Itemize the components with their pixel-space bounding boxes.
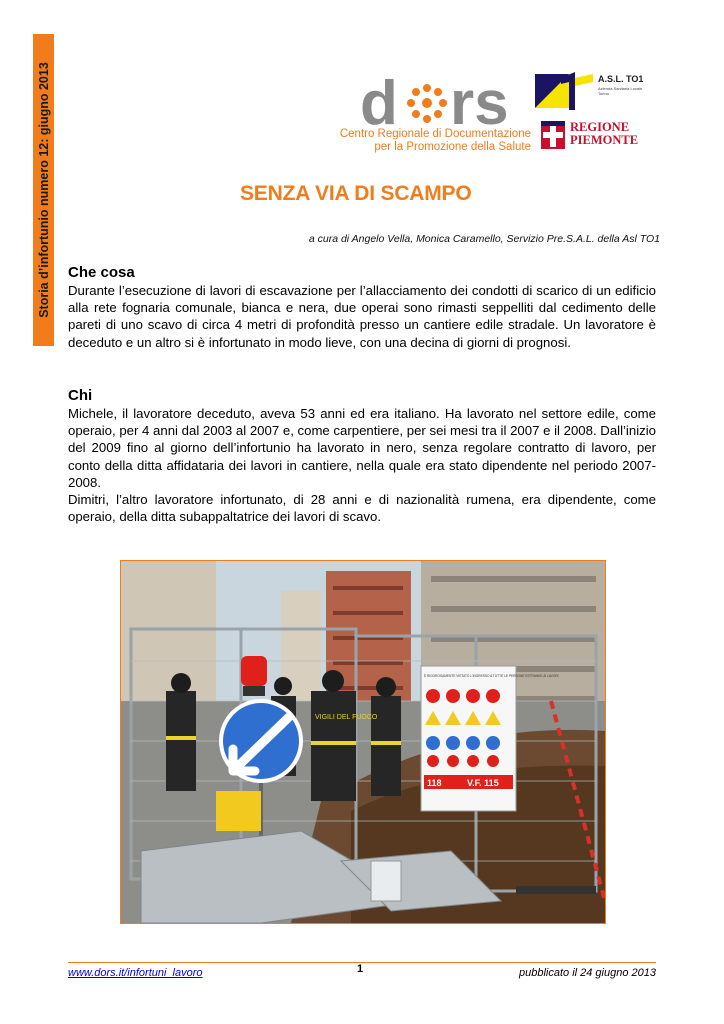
dors-logo [339,72,531,162]
section-text-chi [68,405,656,525]
regione-crest-icon [540,120,566,150]
section-text-che-cosa: Durante l’esecuzione di lavori di escavazione per l’allacciamento dei condotti di scarico di un edificio alla rete fognaria comunale, bianca e nera, due operai sono rimasti seppelliti dal cedimento delle pareti di uno scavo di circa 4 metri di profondità presso un cantiere edile stradale. Un lavoratore è deceduto e un altro si è infortunato in modo lieve, con una decina di giorni di prognosi. [68,283,656,350]
regione-text [570,121,638,147]
asl-logo [535,72,660,112]
regione-line1: REGIONE [570,120,630,134]
sign-emergency: 118 [427,778,442,788]
page-number: 1 [357,963,364,975]
dors-subtitle-line2: per la Promozione della Salute [374,141,531,153]
svg-text:rs: rs [450,72,509,132]
asl-emblem-icon [535,72,595,110]
publication-date: pubblicato il 24 giugno 2013 [518,967,656,979]
asl-title: A.S.L. TO1 [598,74,644,84]
side-tab-label: Storia d’infortunio numero 12: giugno 2013 [36,62,51,318]
page-title: SENZA VIA DI SCAMPO [240,182,472,205]
sign-title: È RIGOROSAMENTE VIETATO L'INGRESSO A TUTTE LE PERSONE ESTRANEE AI LAVORI [424,674,559,678]
sign-vf: V.F. 115 [467,778,499,788]
dors-subtitle [311,128,531,154]
construction-site-illustration [121,561,605,923]
regione-piemonte-logo [540,120,665,152]
authors-credit: a cura di Angelo Vella, Monica Caramello, Servizio Pre.S.A.L. della Asl TO1 [308,233,660,245]
chi-paragraph-1: Michele, il lavoratore deceduto, aveva 53 anni ed era italiano. Ha lavorato nel settore edile, come operaio, per 4 anni dal 2003 al 2007 e, come carpentiere, per sei mesi tra il 2007 e il 2008. Dall’inizio del 2009 fino al giorno dell’infortunio ha lavorato in nero, senza regolare contratto di lavoro, per conto della ditta affidataria dei lavori in cantiere, nella quale era stato dipendente nel periodo 2007-2008. [68,406,656,490]
side-tab [33,34,54,346]
svg-text:d: d [360,72,398,132]
helmet-text: VIGILI DEL FUOCO [315,714,378,721]
accident-site-photo [120,560,606,924]
asl-subtitle: Azienda Sanitaria Locale Torino [598,86,643,96]
dors-subtitle-line1: Centro Regionale di Documentazione [339,128,531,140]
section-heading-chi: Chi [68,387,93,404]
chi-paragraph-2: Dimitri, l’altro lavoratore infortunato, di 28 anni e di nazionalità rumena, era dipendente, come operaio, della ditta subappaltatrice dei lavori di scavo. [68,492,656,525]
dors-wordmark-icon [360,72,525,132]
section-heading-che-cosa: Che cosa [68,264,135,281]
footer-link[interactable]: www.dors.it/infortuni_lavoro [68,967,203,979]
regione-line2: PIEMONTE [570,133,639,147]
